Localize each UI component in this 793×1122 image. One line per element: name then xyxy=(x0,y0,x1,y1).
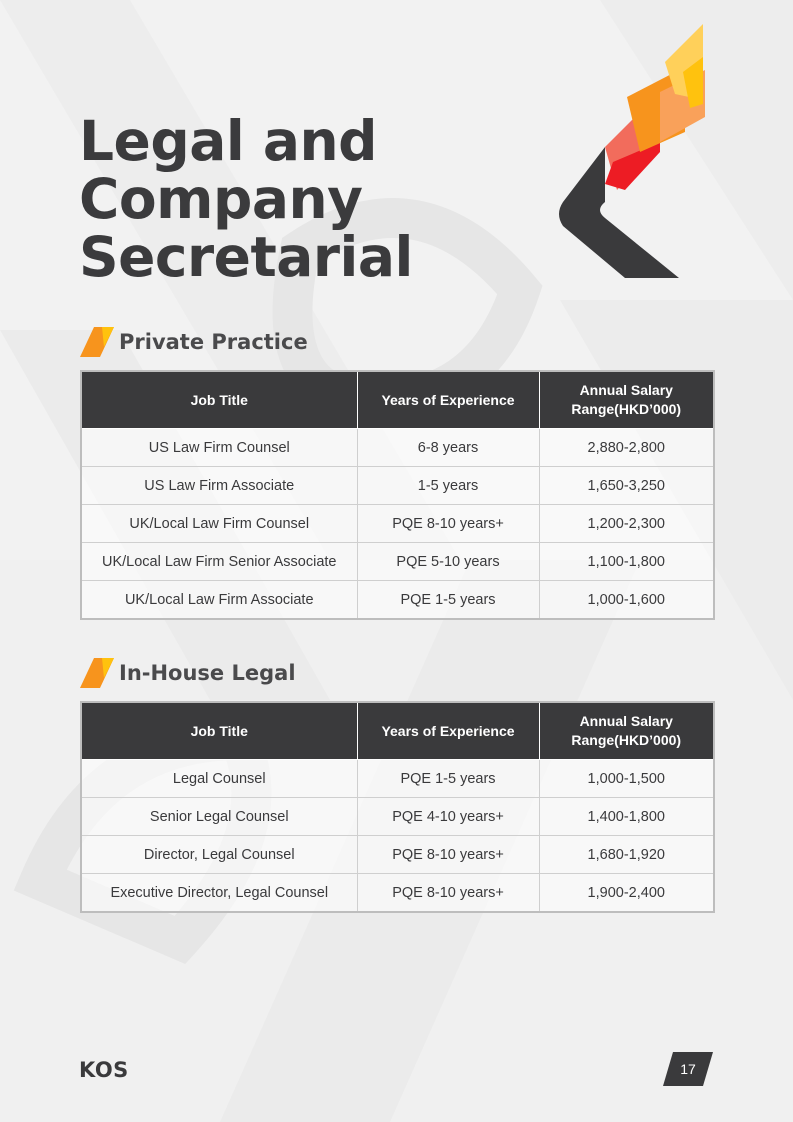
title-line-3: Secretarial xyxy=(79,225,413,289)
section-heading-label: In-House Legal xyxy=(119,661,296,685)
column-header: Job Title xyxy=(81,702,357,760)
slash-accent-icon xyxy=(80,658,114,688)
salary-cell: 2,880-2,800 xyxy=(539,429,714,467)
table-row xyxy=(81,429,714,467)
job-title-cell: UK/Local Law Firm Associate xyxy=(81,581,357,620)
experience-cell: PQE 5-10 years xyxy=(357,543,539,581)
table-row xyxy=(81,467,714,505)
private-practice-table xyxy=(80,370,715,620)
table-row xyxy=(81,581,714,620)
experience-cell: 6-8 years xyxy=(357,429,539,467)
table-row xyxy=(81,505,714,543)
salary-cell: 1,900-2,400 xyxy=(539,874,714,913)
table-row xyxy=(81,798,714,836)
in-house-legal-table xyxy=(80,701,715,913)
experience-cell: 1-5 years xyxy=(357,467,539,505)
experience-cell: PQE 1-5 years xyxy=(357,581,539,620)
experience-cell: PQE 8-10 years+ xyxy=(357,874,539,913)
slash-accent-icon xyxy=(80,327,114,357)
brand-chevron-logo xyxy=(555,22,707,282)
page-number-badge xyxy=(663,1052,713,1086)
job-title-cell: Executive Director, Legal Counsel xyxy=(81,874,357,913)
salary-cell: 1,000-1,500 xyxy=(539,760,714,798)
job-title-cell: Legal Counsel xyxy=(81,760,357,798)
job-title-cell: US Law Firm Associate xyxy=(81,467,357,505)
table-row xyxy=(81,836,714,874)
salary-cell: 1,400-1,800 xyxy=(539,798,714,836)
title-line-1: Legal and xyxy=(79,109,377,173)
page-title xyxy=(79,109,413,289)
table-header-row xyxy=(81,371,714,429)
section-heading-label: Private Practice xyxy=(119,330,308,354)
column-header: Annual Salary Range(HKD’000) xyxy=(539,702,714,760)
table-row xyxy=(81,543,714,581)
salary-cell: 1,650-3,250 xyxy=(539,467,714,505)
table-row xyxy=(81,874,714,913)
job-title-cell: UK/Local Law Firm Senior Associate xyxy=(81,543,357,581)
page-number: 17 xyxy=(680,1061,696,1077)
salary-cell: 1,200-2,300 xyxy=(539,505,714,543)
column-header: Years of Experience xyxy=(357,371,539,429)
experience-cell: PQE 8-10 years+ xyxy=(357,836,539,874)
job-title-cell: Senior Legal Counsel xyxy=(81,798,357,836)
column-header: Annual Salary Range(HKD’000) xyxy=(539,371,714,429)
experience-cell: PQE 8-10 years+ xyxy=(357,505,539,543)
column-header: Job Title xyxy=(81,371,357,429)
experience-cell: PQE 4-10 years+ xyxy=(357,798,539,836)
table-row xyxy=(81,760,714,798)
experience-cell: PQE 1-5 years xyxy=(357,760,539,798)
table-header-row xyxy=(81,702,714,760)
title-line-2: Company xyxy=(79,167,363,231)
section-heading-private-practice xyxy=(80,326,308,358)
job-title-cell: US Law Firm Counsel xyxy=(81,429,357,467)
brand-logo: KOS xyxy=(79,1058,129,1082)
job-title-cell: Director, Legal Counsel xyxy=(81,836,357,874)
salary-cell: 1,100-1,800 xyxy=(539,543,714,581)
section-heading-in-house-legal xyxy=(80,657,296,689)
salary-cell: 1,000-1,600 xyxy=(539,581,714,620)
salary-cell: 1,680-1,920 xyxy=(539,836,714,874)
column-header: Years of Experience xyxy=(357,702,539,760)
job-title-cell: UK/Local Law Firm Counsel xyxy=(81,505,357,543)
